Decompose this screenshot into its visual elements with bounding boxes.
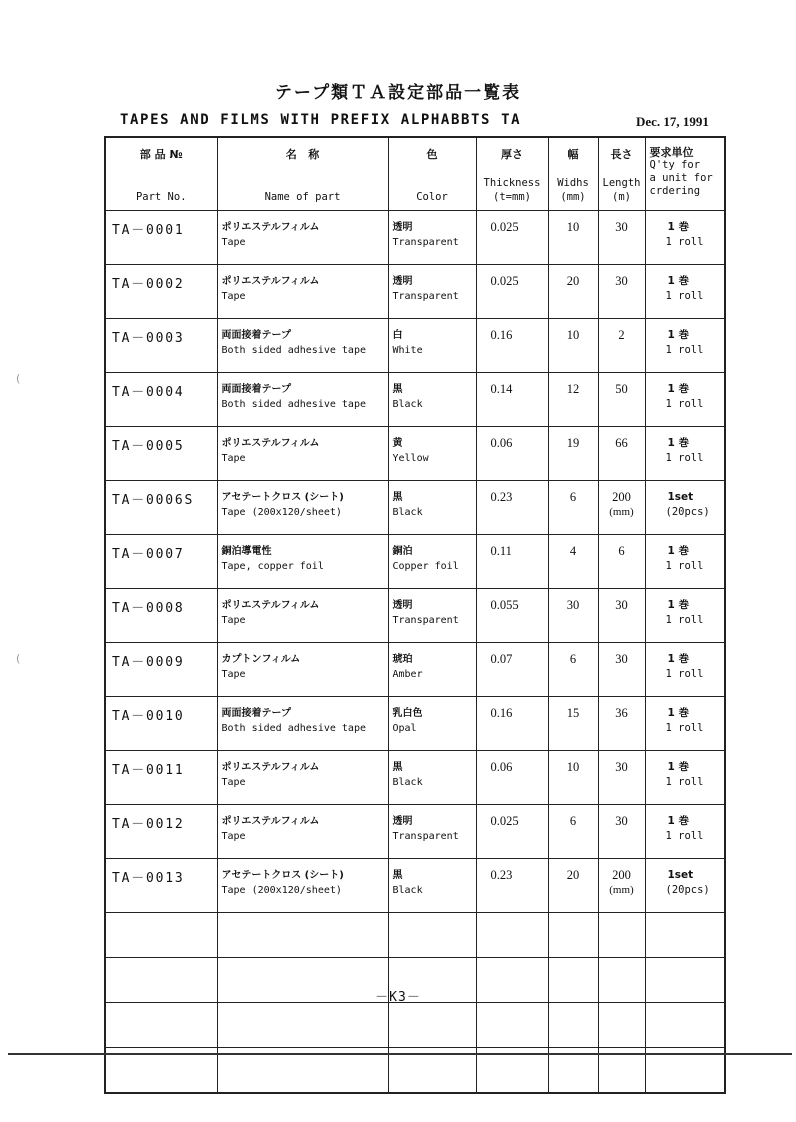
width-cell: 30 — [548, 589, 598, 643]
thickness-cell: 0.23 — [476, 859, 548, 913]
part-name-en: Tape — [221, 291, 246, 302]
quantity-cell — [645, 373, 725, 427]
header-thickness-jp: 厚さ — [501, 148, 523, 161]
length-value: 30 — [615, 652, 628, 666]
empty-cell — [105, 913, 217, 958]
length-cell — [598, 859, 645, 913]
quantity-unit-en: 1 roll — [665, 290, 704, 302]
part-name-en: Both sided adhesive tape — [221, 345, 366, 356]
quantity-cell — [645, 589, 725, 643]
header-width-en1: Widhs — [557, 177, 589, 189]
width-cell: 10 — [548, 319, 598, 373]
color-jp: 透明 — [392, 816, 413, 827]
part-name-cell — [217, 643, 388, 697]
length-cell — [598, 589, 645, 643]
parts-table — [104, 136, 726, 1094]
part-name-cell — [217, 697, 388, 751]
color-en: Transparent — [392, 615, 459, 626]
color-jp: 黒 — [392, 384, 403, 395]
header-width-en — [549, 176, 598, 204]
color-cell — [388, 265, 476, 319]
quantity-unit-en: 1 roll — [665, 722, 704, 734]
color-cell — [388, 481, 476, 535]
quantity-unit-en: 1 roll — [665, 236, 704, 248]
quantity-unit-jp: 1 巻 — [667, 653, 689, 665]
length-cell — [598, 535, 645, 589]
color-en: Amber — [392, 669, 423, 680]
part-name-jp: 両面接着テープ — [221, 708, 291, 719]
empty-cell — [476, 1003, 548, 1048]
quantity-unit-en: (20pcs) — [665, 884, 710, 896]
quantity-unit-en: 1 roll — [665, 398, 704, 410]
part-name-en: Tape — [221, 237, 246, 248]
header-length-en2: (m) — [612, 191, 631, 203]
part-name-jp: ポリエステルフィルム — [221, 816, 320, 827]
quantity-cell — [645, 481, 725, 535]
length-unit: (mm) — [609, 884, 634, 896]
empty-cell — [217, 913, 388, 958]
header-thickness-en2: (t=mm) — [493, 191, 531, 203]
header-part-no — [105, 137, 217, 211]
empty-cell — [217, 1003, 388, 1048]
quantity-unit-jp: 1 巻 — [667, 275, 689, 287]
color-en: Yellow — [392, 453, 429, 464]
thickness-cell: 0.06 — [476, 751, 548, 805]
length-value: 200 — [612, 490, 631, 504]
quantity-unit-en: 1 roll — [665, 344, 704, 356]
quantity-cell — [645, 319, 725, 373]
header-qty — [645, 137, 725, 211]
empty-cell — [645, 1003, 725, 1048]
part-number-cell: TA－0008 — [105, 589, 217, 643]
quantity-unit-en: 1 roll — [665, 560, 704, 572]
header-qty-jp: 要求単位 — [649, 146, 694, 159]
color-cell — [388, 319, 476, 373]
part-name-jp: 両面接着テープ — [221, 384, 291, 395]
length-cell — [598, 751, 645, 805]
header-part-no-en: Part No. — [135, 191, 187, 203]
table-row — [105, 535, 725, 589]
quantity-unit-jp: 1 巻 — [667, 383, 689, 395]
table-row — [105, 859, 725, 913]
thickness-cell: 0.06 — [476, 427, 548, 481]
length-cell — [598, 211, 645, 265]
part-number-cell: TA－0005 — [105, 427, 217, 481]
quantity-unit-jp: 1 巻 — [667, 437, 689, 449]
header-qty-en1: Q'ty for — [649, 159, 701, 171]
length-cell — [598, 427, 645, 481]
quantity-unit-jp: 1 巻 — [667, 545, 689, 557]
part-name-cell — [217, 427, 388, 481]
quantity-unit-jp: 1 巻 — [667, 707, 689, 719]
length-value: 30 — [615, 814, 628, 828]
color-en: Black — [392, 777, 423, 788]
part-name-en: Tape, copper foil — [221, 561, 324, 572]
quantity-unit-en: 1 roll — [665, 776, 704, 788]
color-jp: 透明 — [392, 276, 413, 287]
quantity-unit-en: 1 roll — [665, 668, 704, 680]
part-name-cell — [217, 481, 388, 535]
table-row — [105, 481, 725, 535]
empty-cell — [598, 913, 645, 958]
header-thickness-en — [477, 176, 548, 204]
length-value: 30 — [615, 220, 628, 234]
table-row — [105, 751, 725, 805]
part-name-en: Both sided adhesive tape — [221, 399, 366, 410]
length-cell — [598, 373, 645, 427]
header-length-en1: Length — [602, 177, 641, 189]
header-length — [598, 137, 645, 211]
color-cell — [388, 859, 476, 913]
document-title-jp: テープ類ＴＡ設定部品一覧表 — [274, 83, 522, 103]
thickness-cell: 0.025 — [476, 211, 548, 265]
length-value: 200 — [612, 868, 631, 882]
color-jp: 乳白色 — [392, 708, 423, 719]
footer-rule — [8, 1053, 792, 1055]
length-cell — [598, 805, 645, 859]
color-jp: 銅泊 — [392, 546, 413, 557]
header-color-jp: 色 — [426, 148, 438, 161]
length-value: 30 — [615, 274, 628, 288]
part-name-en: Tape — [221, 777, 246, 788]
part-name-cell — [217, 589, 388, 643]
length-value: 6 — [618, 544, 625, 558]
quantity-cell — [645, 535, 725, 589]
color-cell — [388, 643, 476, 697]
part-name-en: Tape — [221, 453, 246, 464]
part-number-cell: TA－0004 — [105, 373, 217, 427]
thickness-cell: 0.16 — [476, 319, 548, 373]
header-thickness — [476, 137, 548, 211]
empty-table-row — [105, 913, 725, 958]
color-en: Copper foil — [392, 561, 459, 572]
part-number-cell: TA－0003 — [105, 319, 217, 373]
color-jp: 黄 — [392, 438, 403, 449]
width-cell: 20 — [548, 265, 598, 319]
part-name-jp: ポリエステルフィルム — [221, 222, 320, 233]
length-cell — [598, 265, 645, 319]
header-width-en2: (mm) — [560, 191, 586, 203]
document-title-en: TAPES AND FILMS WITH PREFIX ALPHABBTS TA — [120, 112, 522, 128]
color-cell — [388, 751, 476, 805]
width-cell: 15 — [548, 697, 598, 751]
quantity-cell — [645, 265, 725, 319]
quantity-unit-en: 1 roll — [665, 830, 704, 842]
thickness-cell: 0.14 — [476, 373, 548, 427]
thickness-cell: 0.025 — [476, 805, 548, 859]
length-value: 30 — [615, 598, 628, 612]
width-cell: 12 — [548, 373, 598, 427]
part-number-cell: TA－0013 — [105, 859, 217, 913]
header-length-en — [599, 176, 645, 204]
part-name-jp: ポリエステルフィルム — [221, 438, 320, 449]
part-name-jp: ポリエステルフィルム — [221, 600, 320, 611]
color-jp: 黒 — [392, 492, 403, 503]
quantity-cell — [645, 427, 725, 481]
table-body — [105, 211, 725, 1094]
color-jp: 白 — [392, 330, 403, 341]
table-row — [105, 265, 725, 319]
color-jp: 琥珀 — [392, 654, 413, 665]
color-en: Opal — [392, 723, 417, 734]
width-cell: 6 — [548, 481, 598, 535]
part-name-en: Tape — [221, 669, 246, 680]
color-en: Black — [392, 885, 423, 896]
quantity-cell — [645, 697, 725, 751]
part-name-cell — [217, 265, 388, 319]
width-cell: 4 — [548, 535, 598, 589]
empty-table-row — [105, 1003, 725, 1048]
header-part-no-jp: 部 品 № — [139, 148, 183, 161]
part-number-cell: TA－0011 — [105, 751, 217, 805]
color-jp: 黒 — [392, 870, 403, 881]
length-cell — [598, 319, 645, 373]
quantity-unit-jp: 1 巻 — [667, 599, 689, 611]
quantity-unit-jp: 1 巻 — [667, 761, 689, 773]
width-cell: 6 — [548, 643, 598, 697]
part-number-cell: TA－0007 — [105, 535, 217, 589]
color-en: Transparent — [392, 291, 459, 302]
width-cell: 20 — [548, 859, 598, 913]
table-row — [105, 589, 725, 643]
table-header-row — [105, 137, 725, 211]
part-name-jp: アセテートクロス (シート) — [221, 870, 344, 881]
width-cell: 10 — [548, 211, 598, 265]
quantity-cell — [645, 859, 725, 913]
part-name-cell — [217, 373, 388, 427]
empty-cell — [645, 913, 725, 958]
part-name-cell — [217, 751, 388, 805]
width-cell: 19 — [548, 427, 598, 481]
thickness-cell: 0.07 — [476, 643, 548, 697]
color-en: Black — [392, 507, 423, 518]
table-row — [105, 319, 725, 373]
color-cell — [388, 697, 476, 751]
part-name-jp: カプトンフィルム — [221, 654, 301, 665]
table-row — [105, 697, 725, 751]
header-qty-en3: crdering — [649, 185, 701, 197]
quantity-unit-jp: 1 巻 — [667, 329, 689, 341]
length-value: 2 — [618, 328, 625, 342]
part-name-cell — [217, 805, 388, 859]
punch-hole-mark: ( — [16, 372, 21, 385]
punch-hole-mark: ( — [16, 652, 21, 665]
header-name — [217, 137, 388, 211]
empty-cell — [548, 1003, 598, 1048]
header-qty-en2: a unit for — [649, 172, 713, 184]
thickness-cell: 0.025 — [476, 265, 548, 319]
part-name-jp: 両面接着テープ — [221, 330, 291, 341]
table-row — [105, 427, 725, 481]
quantity-unit-en: (20pcs) — [665, 506, 710, 518]
header-length-jp: 長さ — [610, 148, 633, 161]
header-name-jp: 名 称 — [285, 148, 320, 161]
part-number-cell: TA－0002 — [105, 265, 217, 319]
part-name-jp: 銅泊導電性 — [221, 546, 272, 557]
thickness-cell: 0.11 — [476, 535, 548, 589]
quantity-unit-en: 1 roll — [665, 614, 704, 626]
part-name-en: Tape (200x120/sheet) — [221, 507, 342, 518]
part-number-cell: TA－0001 — [105, 211, 217, 265]
header-width-jp: 幅 — [567, 148, 579, 161]
quantity-unit-jp: 1 巻 — [667, 221, 689, 233]
quantity-unit-en: 1 roll — [665, 452, 704, 464]
color-en: Transparent — [392, 237, 459, 248]
length-cell — [598, 481, 645, 535]
length-value: 66 — [615, 436, 628, 450]
thickness-cell: 0.23 — [476, 481, 548, 535]
header-width — [548, 137, 598, 211]
part-name-cell — [217, 859, 388, 913]
header-color — [388, 137, 476, 211]
quantity-cell — [645, 805, 725, 859]
length-value: 50 — [615, 382, 628, 396]
page-number: －K3－ — [375, 990, 421, 1005]
empty-cell — [388, 913, 476, 958]
empty-cell — [388, 1003, 476, 1048]
color-cell — [388, 805, 476, 859]
quantity-cell — [645, 643, 725, 697]
part-number-cell: TA－0009 — [105, 643, 217, 697]
thickness-cell: 0.055 — [476, 589, 548, 643]
color-jp: 透明 — [392, 222, 413, 233]
part-name-cell — [217, 211, 388, 265]
empty-cell — [476, 913, 548, 958]
part-name-jp: ポリエステルフィルム — [221, 276, 320, 287]
part-number-cell: TA－0010 — [105, 697, 217, 751]
part-name-en: Tape — [221, 831, 246, 842]
width-cell: 6 — [548, 805, 598, 859]
color-cell — [388, 373, 476, 427]
part-name-en: Both sided adhesive tape — [221, 723, 366, 734]
thickness-cell: 0.16 — [476, 697, 548, 751]
part-name-cell — [217, 535, 388, 589]
table-row — [105, 805, 725, 859]
part-name-cell — [217, 319, 388, 373]
header-color-en: Color — [416, 191, 448, 203]
quantity-unit-jp: 1set — [667, 491, 694, 503]
length-value: 36 — [615, 706, 628, 720]
part-name-en: Tape — [221, 615, 246, 626]
empty-cell — [548, 913, 598, 958]
table-row — [105, 643, 725, 697]
table-row — [105, 373, 725, 427]
table-row — [105, 211, 725, 265]
color-cell — [388, 589, 476, 643]
quantity-unit-jp: 1 巻 — [667, 815, 689, 827]
quantity-cell — [645, 211, 725, 265]
document-date: Dec. 17, 1991 — [636, 114, 709, 129]
color-cell — [388, 535, 476, 589]
quantity-cell — [645, 751, 725, 805]
quantity-unit-jp: 1set — [667, 869, 694, 881]
part-name-en: Tape (200x120/sheet) — [221, 885, 342, 896]
length-value: 30 — [615, 760, 628, 774]
part-number-cell: TA－0012 — [105, 805, 217, 859]
color-en: Black — [392, 399, 423, 410]
part-name-jp: ポリエステルフィルム — [221, 762, 320, 773]
color-jp: 黒 — [392, 762, 403, 773]
header-thickness-en1: Thickness — [483, 177, 541, 189]
part-name-jp: アセテートクロス (シート) — [221, 492, 344, 503]
empty-cell — [105, 1003, 217, 1048]
empty-cell — [598, 1003, 645, 1048]
length-unit: (mm) — [609, 506, 634, 518]
length-cell — [598, 697, 645, 751]
width-cell: 10 — [548, 751, 598, 805]
color-jp: 透明 — [392, 600, 413, 611]
color-cell — [388, 427, 476, 481]
length-cell — [598, 643, 645, 697]
color-en: White — [392, 345, 423, 356]
color-en: Transparent — [392, 831, 459, 842]
header-name-en: Name of part — [264, 191, 341, 203]
part-number-cell: TA－0006S — [105, 481, 217, 535]
color-cell — [388, 211, 476, 265]
